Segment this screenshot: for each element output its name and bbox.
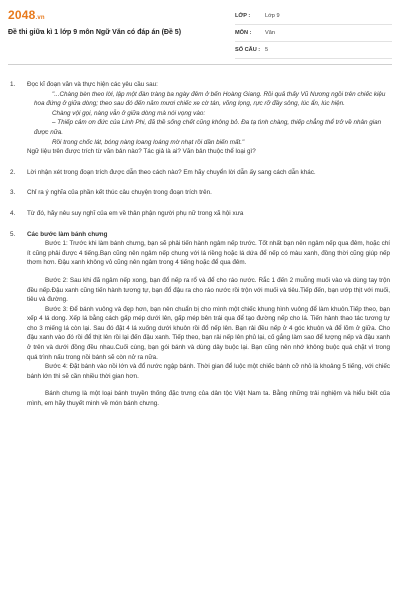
info-value: Văn bbox=[265, 30, 275, 36]
exam-title: Đề thi giữa kì 1 lớp 9 môn Ngữ Văn có đáp án (Đề 5) bbox=[8, 29, 182, 36]
excerpt-line: Chàng vội gọi, nàng vẫn ở giữa dòng mà nói vọng vào: bbox=[52, 109, 206, 117]
info-label: SỐ CÂU : bbox=[235, 47, 261, 53]
question-text: Từ đó, hãy nêu suy nghĩ của em về thân phận người phụ nữ trong xã hội xưa bbox=[27, 209, 244, 217]
step-paragraph: Bước 4: Đặt bánh vào nồi lớn và đổ nước ngập bánh. Thời gian để luộc một chiếc bánh cỡ nhỏ là khoảng 5 tiếng, với chiếc bánh lớn thì sẽ cần nhiều thời gian hơn. bbox=[27, 363, 390, 380]
step-paragraph: Bước 3: Để bánh vuông và đẹp hơn, bạn nên chuẩn bị cho mình một chiếc khung hình vuông để làm khuôn.Tiếp theo, bạn xếp 4 lá dong. Xếp lá bằng cách gấp mép dưới lên, gấp mép bên trái qua để tạo đường nếp cho lá. Tiến hành thao tác tương tự cho 3 miếng lá còn lại. Sau đó đặt 4 lá xuống dưới khuôn rồi đổ nếp lên. Bạn rải đều nếp ở 4 góc khuôn và để lõm ở giữa. Cho đậu xanh vào đó rồi để thịt lên rồi lại đến đậu xanh. Tiếp theo, bạn rải nếp lên phủ lại, cố gắng làm sao để lượng nếp và đậu xanh ở trên và dưới đồng đều nhau.Cuối cùng, bạn gói bánh và dùng dây buộc lại. Bạn cũng nên nhớ không buộc quá chặt vì trong quá trình nấu trong nồi bánh sẽ còn nở ra nữa. bbox=[27, 305, 390, 361]
question-5 bbox=[10, 230, 390, 409]
excerpt-line: "...Chàng bèn theo lời, lập một đàn tràng ba ngày đêm ở bến Hoàng Giang. Rồi quả thấy Vũ Nương ngồi trên chiếc kiệu hoa đứng ở giữa dòng; theo sau đó đến năm mươi chiếc xe cờ tán, võng lọng, rực rỡ đầy sông, lúc ẩn, lúc hiện. bbox=[34, 90, 386, 108]
info-row-class bbox=[235, 8, 392, 25]
excerpt-quote bbox=[27, 90, 390, 148]
question-number: 4. bbox=[10, 209, 16, 217]
step-paragraph: Bước 1: Trước khi làm bánh chưng, bạn sẽ phải tiến hành ngâm nếp trước. Tốt nhất bạn nên ngâm nếp qua đêm, hoặc chí ít cũng phải được 4 tiếng.Bạn cũng nên ngâm nếp chung với lá riềng hoặc lá dứa để nếp có màu xanh, đồng thời cũng giúp nếp thơm hơn. Đậu xanh không vỏ cũng nên ngâm trong 4 tiếng hoặc để qua đêm. bbox=[27, 240, 390, 267]
info-label: MÔN : bbox=[235, 30, 252, 36]
exam-info-table bbox=[235, 8, 392, 59]
logo-text: 2048 bbox=[8, 8, 36, 22]
question-text: Ngữ liệu trên được trích từ văn bản nào? Tác giả là ai? Văn bản thuộc thể loại gì? bbox=[27, 148, 256, 156]
excerpt-line: Rồi trong chốc lát, bóng nàng loang loáng mờ nhạt rồi dần biến mất." bbox=[52, 138, 245, 146]
question-number: 1. bbox=[10, 81, 16, 88]
question-number: 3. bbox=[10, 189, 16, 197]
header-divider bbox=[8, 64, 392, 65]
info-value: Lớp 9 bbox=[265, 13, 280, 19]
exam-content bbox=[10, 80, 390, 420]
site-logo[interactable] bbox=[8, 8, 45, 22]
info-row-subject bbox=[235, 25, 392, 42]
question-number: 5. bbox=[10, 230, 16, 238]
question-4 bbox=[10, 209, 390, 219]
info-label: LỚP : bbox=[235, 13, 251, 19]
logo-suffix: .vn bbox=[35, 15, 45, 21]
question-intro: Đọc kĩ đoạn văn và thực hiện các yêu cầu sau: bbox=[27, 81, 158, 88]
info-value: 5 bbox=[265, 47, 269, 53]
task-paragraph: Bánh chưng là một loại bánh truyền thống đặc trưng của dân tộc Việt Nam ta. Bằng những trải nghiệm và hiểu biết của mình, em hãy thuyết minh về món bánh chưng. bbox=[27, 390, 390, 408]
question-1 bbox=[10, 80, 390, 157]
section-title: Các bước làm bánh chưng bbox=[27, 230, 108, 238]
excerpt-line: – Thiếp cảm ơn đức của Linh Phi, đã thề sống chết cũng không bỏ. Đa tạ tình chàng, thiếp chẳng thể trở về nhân gian được nữa. bbox=[34, 119, 382, 136]
question-text: Chỉ ra ý nghĩa của phần kết thúc câu chuyện trong đoạn trích trên. bbox=[27, 189, 212, 197]
page-header bbox=[8, 8, 392, 60]
question-text: Lời nhận xét trong đoạn trích được dẫn theo cách nào? Em hãy chuyển lời dẫn ấy sang cách dẫn khác. bbox=[27, 168, 316, 176]
question-2 bbox=[10, 168, 390, 178]
question-number: 2. bbox=[10, 168, 16, 176]
info-row-question-count bbox=[235, 42, 392, 59]
question-3 bbox=[10, 188, 390, 198]
step-paragraph: Bước 2: Sau khi đã ngâm nếp xong, bạn đổ nếp ra rổ và để cho ráo nước. Rắc 1 đến 2 muỗng muối vào và dùng tay trộn đều nếp.Đậu xanh cũng tiến hành tương tự, bạn đổ đậu ra cho ráo nước rồi trộn với muối và tiêu.Tiếp đến, bạn ướp thịt với muối, tiêu và đường. bbox=[27, 276, 390, 304]
